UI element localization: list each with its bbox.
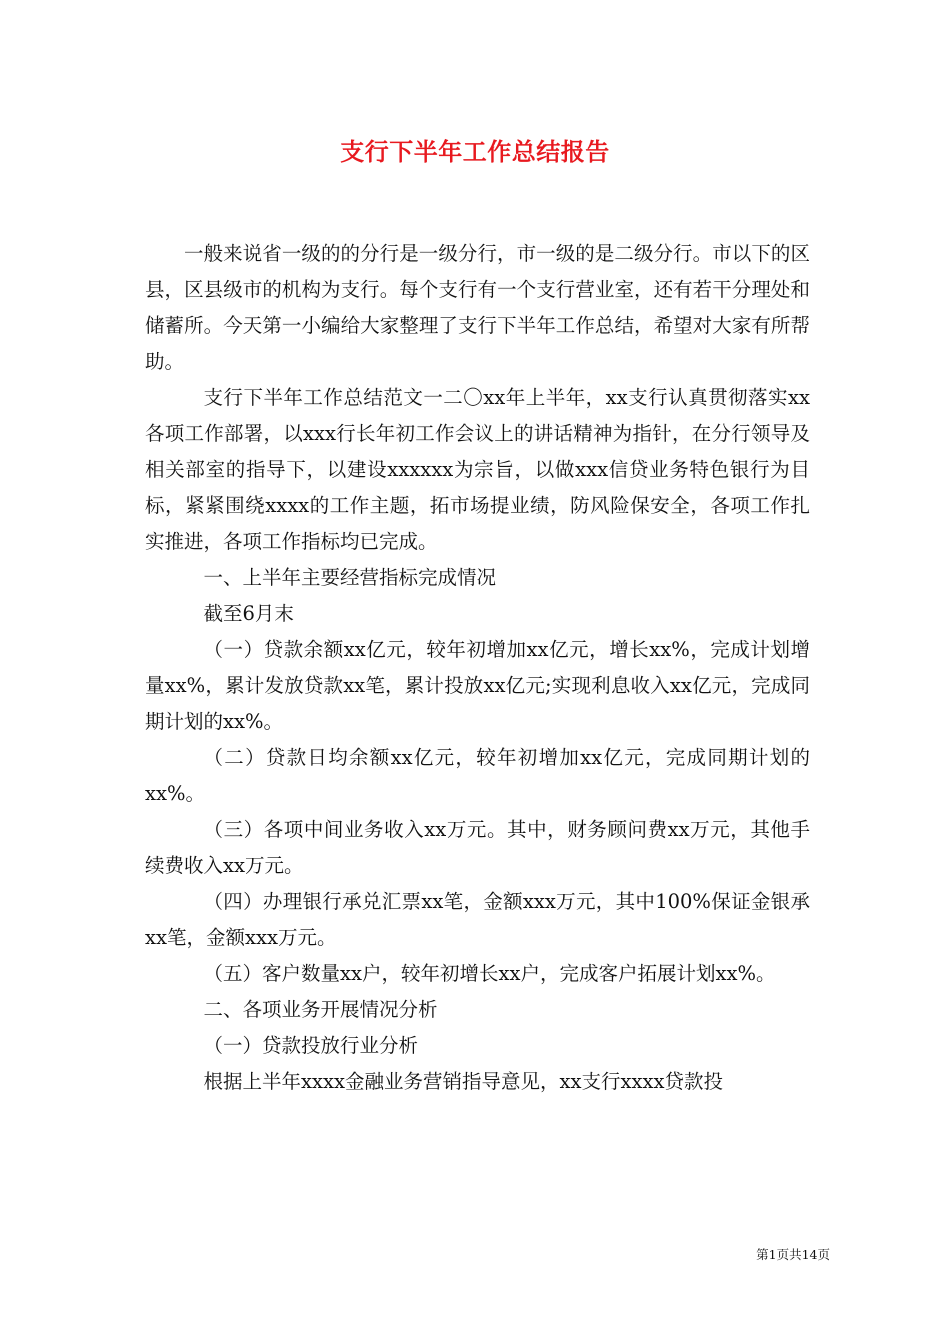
list-item: （五）客户数量xx户，较年初增长xx户，完成客户拓展计划xx%。 — [203, 962, 776, 985]
section-heading: 一、上半年主要经营指标完成情况 — [203, 566, 497, 589]
document-title: 支行下半年工作总结报告 — [340, 137, 610, 166]
sample-paragraph: 支行下半年工作总结范文一二〇xx年上半年，xx支行认真贯彻落实xx各项工作部署，以xxx行长年初工作会议上的讲话精神为指针，在分行领导及相关部室的指导下，以建设xxxxxx为宗旨，以做xxx信贷业务特色银行为目标，紧紧围绕xxxx的工作主题，拓市场提业绩，防风险保安全，各项工作扎实推进，各项工作指标均已完成。 — [145, 386, 810, 553]
list-item: （一）贷款余额xx亿元，较年初增加xx亿元，增长xx%，完成计划增量xx%，累计发放贷款xx笔，累计投放xx亿元;实现利息收入xx亿元，完成同期计划的xx%。 — [145, 638, 810, 733]
date-line: 截至6月末 — [203, 602, 294, 625]
page-number: 第1页共14页 — [756, 1247, 830, 1262]
section-heading: 二、各项业务开展情况分析 — [203, 998, 438, 1021]
body-paragraph: 根据上半年xxxx金融业务营销指导意见，xx支行xxxx贷款投 — [203, 1070, 723, 1093]
list-item: （二）贷款日均余额xx亿元，较年初增加xx亿元，完成同期计划的xx%。 — [145, 746, 810, 805]
subsection-heading: （一）贷款投放行业分析 — [203, 1034, 419, 1057]
document-body — [145, 236, 810, 1100]
list-item: （三）各项中间业务收入xx万元。其中，财务顾问费xx万元，其他手续费收入xx万元。 — [145, 818, 810, 877]
intro-paragraph: 一般来说省一级的的分行是一级分行，市一级的是二级分行。市以下的区县，区县级市的机构为支行。每个支行有一个支行营业室，还有若干分理处和储蓄所。今天第一小编给大家整理了支行下半年工作总结，希望对大家有所帮助。 — [145, 242, 810, 373]
list-item: （四）办理银行承兑汇票xx笔，金额xxx万元，其中100%保证金银承xx笔，金额xxx万元。 — [145, 890, 810, 949]
